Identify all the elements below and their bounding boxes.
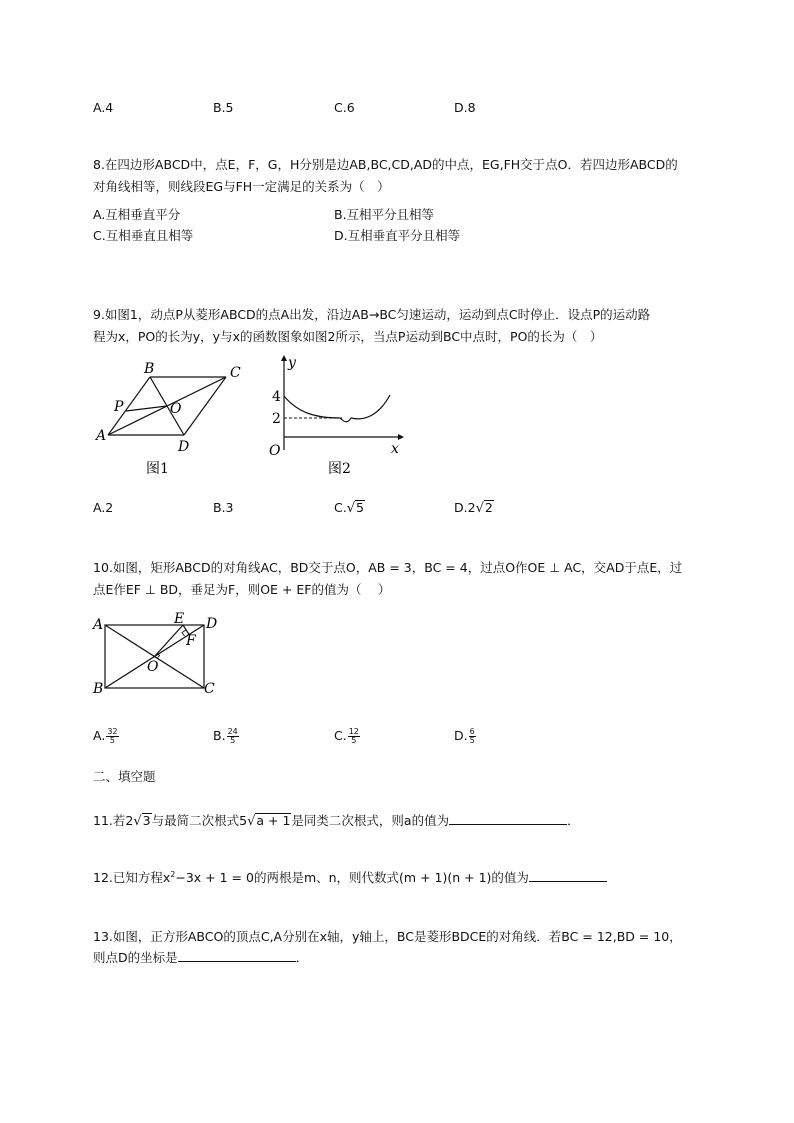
q13-answer-blank[interactable] xyxy=(178,948,296,962)
q10-label-e: E xyxy=(174,612,185,627)
q10-label-d: D xyxy=(206,616,218,632)
section-heading-fill-in: 二、填空题 xyxy=(93,769,156,784)
fraction-denominator: 5 xyxy=(230,736,236,745)
q9-option-d xyxy=(454,500,494,516)
q13-text: 则点D的坐标是 xyxy=(93,950,178,965)
q9-fig1-label-a: A xyxy=(96,428,107,444)
q7-option-a: A.4 xyxy=(93,100,114,115)
fraction-denominator: 5 xyxy=(109,736,115,745)
q9-stem-line1: 9.如图1，动点P从菱形ABCD的点A出发，沿边AB→BC匀速运动，运动到点C时停止．设点P的运动路 xyxy=(93,307,651,322)
q10-option-b xyxy=(213,728,239,745)
q9-fig2-caption: 图2 xyxy=(328,461,351,477)
q9-fig2-graph xyxy=(281,355,404,450)
q10-label-b: B xyxy=(93,681,104,697)
q9-fig1-label-p: P xyxy=(114,399,124,415)
q9-fig1-caption: 图1 xyxy=(146,461,169,477)
q7-option-d: D.8 xyxy=(454,100,476,115)
q11-radicand-1: 3 xyxy=(142,813,151,828)
q9-option-b: B.3 xyxy=(213,500,234,515)
q8-option-b: B.互相平分且相等 xyxy=(334,207,435,222)
q9-option-d-radicand: 2 xyxy=(484,500,493,515)
q11-text-end: ． xyxy=(567,813,580,828)
q10-label-a: A xyxy=(93,617,104,633)
q11-answer-blank[interactable] xyxy=(449,811,567,825)
q7-option-c: C.6 xyxy=(334,100,355,115)
q9-option-c xyxy=(334,500,365,516)
fraction-numerator: 32 xyxy=(107,727,118,736)
q8-stem-line2: 对角线相等，则线段EG与FH一定满足的关系为（ ） xyxy=(93,179,390,194)
q10-option-b-prefix: B. xyxy=(213,728,226,743)
sqrt-icon: √ xyxy=(475,501,484,516)
q9-fig2-tick-2: 2 xyxy=(272,411,281,427)
fraction-denominator: 5 xyxy=(469,736,475,745)
q10-option-d xyxy=(454,728,476,745)
q8-option-a: A.互相垂直平分 xyxy=(93,207,181,222)
q9-fig2-x-label: x xyxy=(391,441,399,457)
q10-option-c xyxy=(334,728,360,745)
q10-option-a-fraction xyxy=(106,728,118,745)
q9-fig1-label-b: B xyxy=(144,361,155,377)
q11-text-pre: 11.若2 xyxy=(93,813,134,828)
q13-stem-line1: 13.如图，正方形ABCO的顶点C,A分别在x轴，y轴上，BC是菱形BDCE的对角线．若BC = 12,BD = 10， xyxy=(93,929,682,944)
q9-figures xyxy=(88,355,418,480)
q10-option-c-prefix: C. xyxy=(334,728,347,743)
q10-label-c: C xyxy=(204,681,215,697)
q9-fig2-y-label: y xyxy=(288,355,296,371)
q10-option-a xyxy=(93,728,119,745)
q11-text-post: 是同类二次根式，则a的值为 xyxy=(291,813,450,828)
sqrt-icon: √ xyxy=(346,501,355,516)
q12-exponent: 2 xyxy=(170,869,176,879)
q13-stem-line2 xyxy=(93,948,308,966)
q12-text-post: −3x + 1 = 0的两根是m、n，则代数式(m + 1)(n + 1)的值为 xyxy=(175,870,529,885)
q7-option-b: B.5 xyxy=(213,100,234,115)
sqrt-icon: √ xyxy=(247,814,256,829)
q11-stem xyxy=(93,811,580,829)
q11-radicand-2: a + 1 xyxy=(256,813,291,828)
q9-fig2-origin-label: O xyxy=(269,443,281,459)
q9-fig1-label-c: C xyxy=(230,365,241,381)
fraction-denominator: 5 xyxy=(351,736,357,745)
q8-option-c: C.互相垂直且相等 xyxy=(93,228,194,243)
q9-fig1-label-d: D xyxy=(178,439,190,455)
fraction-numerator: 12 xyxy=(348,727,359,736)
q9-fig2-tick-4: 4 xyxy=(272,389,281,405)
q10-label-f: F xyxy=(186,633,196,649)
q10-stem-line1: 10.如图，矩形ABCD的对角线AC，BD交于点O，AB = 3，BC = 4，过点O作OE ⊥ AC，交AD于点E，过 xyxy=(93,560,683,575)
fraction-numerator: 24 xyxy=(227,727,238,736)
q10-option-a-prefix: A. xyxy=(93,728,106,743)
q11-text-mid: 与最简二次根式5 xyxy=(151,813,248,828)
q9-fig1-label-o: O xyxy=(170,401,182,417)
q10-stem-line2: 点E作EF ⊥ BD，垂足为F，则OE + EF的值为（ ） xyxy=(93,582,391,597)
sqrt-icon: √ xyxy=(133,814,142,829)
q9-stem-line2: 程为x，PO的长为y，y与x的函数图象如图2所示，当点P运动到BC中点时，PO的长为（ ） xyxy=(93,329,603,344)
q12-answer-blank[interactable] xyxy=(529,868,607,882)
q10-option-b-fraction xyxy=(227,728,239,745)
q13-text-end: ． xyxy=(295,950,309,965)
q12-text-pre: 12.已知方程x xyxy=(93,870,171,885)
q9-fig1-rhombus xyxy=(108,377,226,435)
q8-stem-line1: 8.在四边形ABCD中，点E，F，G，H分别是边AB,BC,CD,AD的中点，EG,FH交于点O．若四边形ABCD的 xyxy=(93,157,678,172)
q10-option-c-fraction xyxy=(348,728,360,745)
fraction-numerator: 6 xyxy=(469,727,475,736)
q9-option-c-radicand: 5 xyxy=(356,500,364,515)
q8-option-d: D.互相垂直平分且相等 xyxy=(334,228,461,243)
q12-stem xyxy=(93,868,607,886)
q10-option-d-prefix: D. xyxy=(454,728,468,743)
q9-option-d-prefix: D.2 xyxy=(454,500,476,515)
q10-figure xyxy=(88,612,228,702)
q10-label-o: O xyxy=(147,659,159,675)
q10-option-d-fraction xyxy=(469,728,476,745)
q9-option-a: A.2 xyxy=(93,500,114,515)
q9-option-c-prefix: C. xyxy=(334,500,347,515)
